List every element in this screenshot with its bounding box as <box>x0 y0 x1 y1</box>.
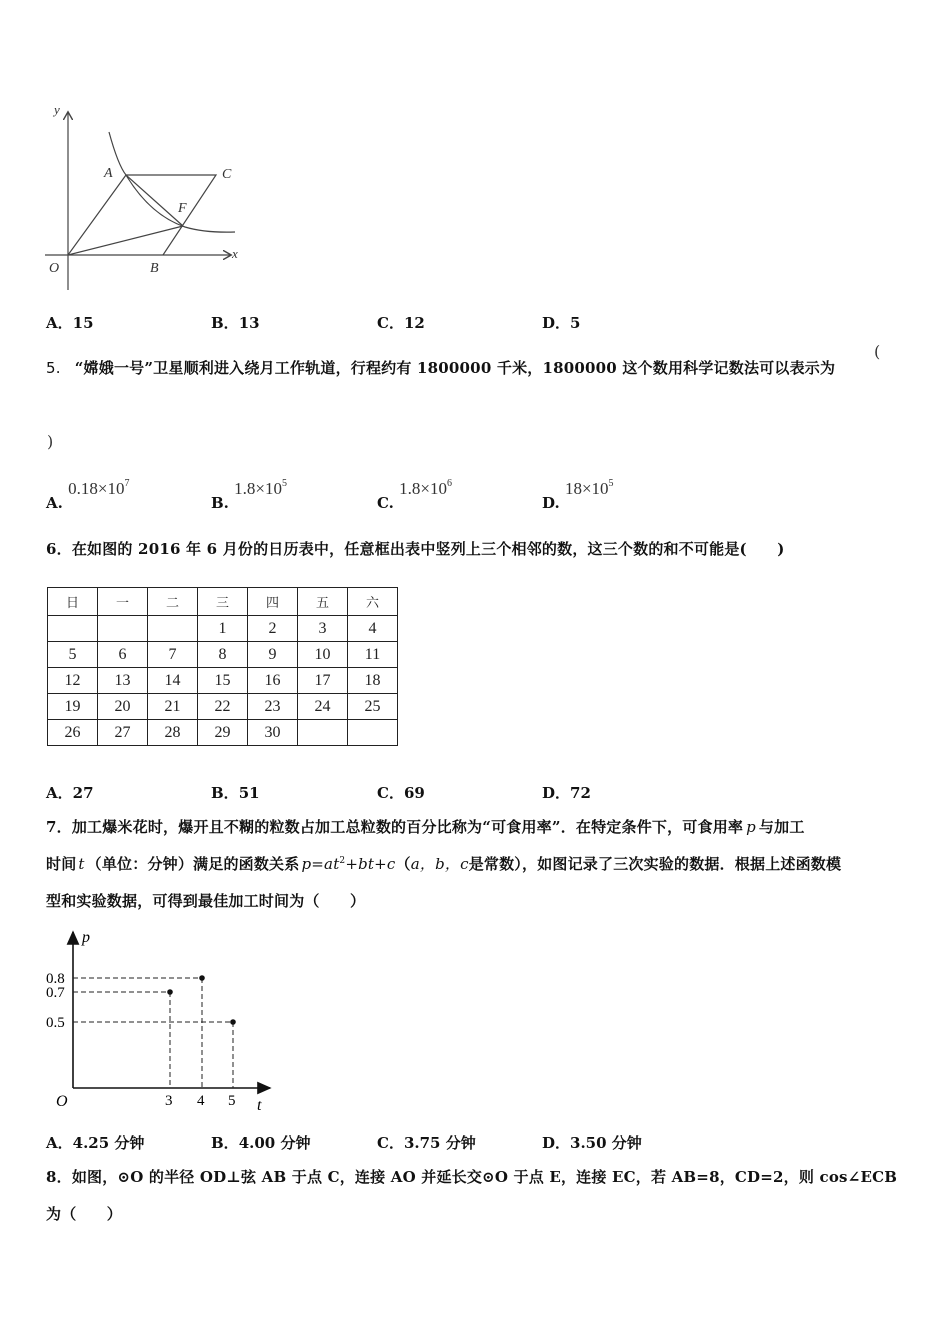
q6-option-b[interactable]: B．51 <box>211 784 260 802</box>
label-y: y <box>54 102 60 117</box>
q5-open-paren: ( <box>874 342 881 361</box>
x-tick-3: 3 <box>165 1093 173 1109</box>
q7-question-line3: 型和实验数据，可得到最佳加工时间为（ ） <box>46 892 366 910</box>
q4-option-d[interactable]: D．5 <box>542 314 581 332</box>
q4-option-c[interactable]: C．12 <box>377 314 425 332</box>
q8-question-line2: 为（ ） <box>46 1205 123 1223</box>
q4-option-b[interactable]: B．13 <box>211 314 260 332</box>
q7-question-line2: 时间 t （单位：分钟）满足的函数关系 $p=at^2+bt+c(a$，b，c是常数），如图记录了三次实验的数据．根据上述函数模 <box>46 855 842 873</box>
q4-option-a[interactable]: A．15 <box>46 314 94 332</box>
label-A: A <box>104 166 113 181</box>
q7-option-d[interactable]: D．3.50 分钟 <box>542 1134 642 1152</box>
y-tick-0.8: 0.8 <box>46 971 65 987</box>
data-point-t5 <box>230 1019 236 1025</box>
calendar-header-row <box>48 588 398 616</box>
t-axis-label: t <box>257 1097 262 1114</box>
header-fri: 五 <box>298 588 348 616</box>
label-C: C <box>222 167 232 182</box>
header-thu: 四 <box>248 588 298 616</box>
calendar-row: 26 27 28 29 30 <box>48 720 398 746</box>
q6-option-d[interactable]: D．72 <box>542 784 591 802</box>
q7-option-b[interactable]: B．4.00 分钟 <box>211 1134 311 1152</box>
header-wed: 三 <box>198 588 248 616</box>
calendar-row: 5 6 7 8 9 10 11 <box>48 642 398 668</box>
q7-chart <box>40 920 290 1115</box>
label-origin: O <box>49 261 60 276</box>
calendar-row: 1 2 3 4 <box>48 616 398 642</box>
label-F: F <box>178 201 187 216</box>
x-tick-4: 4 <box>197 1093 205 1109</box>
q5-option-b[interactable]: B. $1.8\times 10^5$ <box>211 478 287 512</box>
parallelogram <box>68 175 216 255</box>
header-tue: 二 <box>148 588 198 616</box>
q5-option-d[interactable]: D. $18\times 10^5$ <box>542 478 614 512</box>
calendar-row: 12 13 14 15 16 17 18 <box>48 668 398 694</box>
q4-figure <box>40 95 260 295</box>
q7-option-c[interactable]: C．3.75 分钟 <box>377 1134 476 1152</box>
y-tick-0.5: 0.5 <box>46 1015 65 1031</box>
label-B: B <box>150 261 159 276</box>
header-mon: 一 <box>98 588 148 616</box>
header-sat: 六 <box>348 588 398 616</box>
q5-close-paren: ) <box>47 432 54 451</box>
p-axis-label: p <box>82 929 90 946</box>
calendar-row: 19 20 21 22 23 24 25 <box>48 694 398 720</box>
q7-question-line1: 7．加工爆米花时，爆开且不糊的粒数占加工总粒数的百分比称为“可食用率”．在特定条件下，可食用率 p 与加工 <box>46 818 805 836</box>
label-x: x <box>232 246 238 261</box>
calendar-table <box>47 587 398 746</box>
q5-question: 5. “嫦娥一号”卫星顺利进入绕月工作轨道，行程约有 1800000 千米，1800000 这个数用科学记数法可以表示为 <box>46 359 836 377</box>
q6-option-c[interactable]: C．69 <box>377 784 425 802</box>
data-point-t3 <box>167 989 173 995</box>
q8-question-line1: 8．如图，⊙O 的半径 OD⊥弦 AB 于点 C，连接 AO 并延长交⊙O 于点 E，连接 EC，若 AB=8，CD=2，则 cos∠ECB <box>46 1168 898 1186</box>
q6-question: 6．在如图的 2016 年 6 月份的日历表中，任意框出表中竖列上三个相邻的数，这三个数的和不可能是( ) <box>46 540 785 558</box>
hyperbola-curve <box>109 132 235 232</box>
header-sun: 日 <box>48 588 98 616</box>
data-point-t4 <box>199 975 205 981</box>
q5-option-a[interactable]: A. $0.18\times 10^7$ <box>46 478 130 512</box>
origin-label: O <box>56 1093 68 1110</box>
q5-option-c[interactable]: C. $1.8\times 10^6$ <box>377 478 452 512</box>
x-tick-5: 5 <box>228 1093 236 1109</box>
q6-option-a[interactable]: A．27 <box>46 784 94 802</box>
q7-option-a[interactable]: A．4.25 分钟 <box>46 1134 145 1152</box>
guide-lines <box>73 978 233 1088</box>
y-tick-0.7: 0.7 <box>46 985 65 1001</box>
